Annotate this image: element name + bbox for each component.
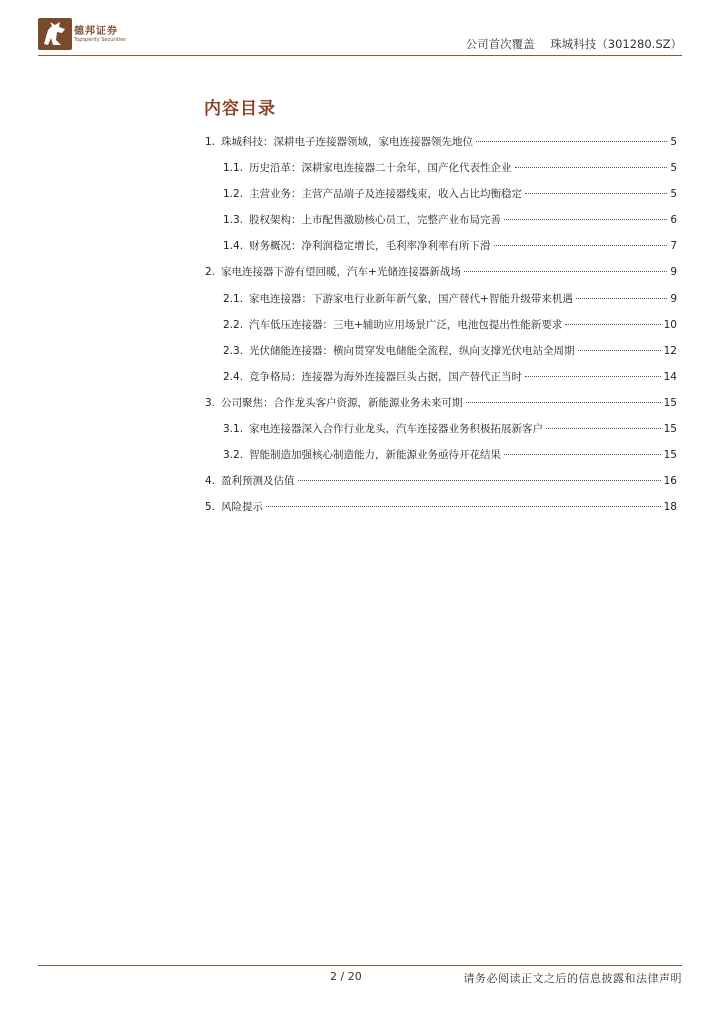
toc-entry-title: 竞争格局：连接器为海外连接器巨头占据，国产替代正当时 bbox=[249, 370, 523, 383]
toc-entry-number: 1.2. bbox=[223, 188, 244, 201]
toc-entry-page: 9 bbox=[670, 266, 677, 279]
toc-entry-title: 汽车低压连接器：三电+辅助应用场景广泛，电池包提出性能新要求 bbox=[249, 318, 563, 331]
toc-entry-title: 家电连接器：下游家电行业新年新气象，国产替代+智能升级带来机遇 bbox=[249, 292, 573, 305]
toc-entry[interactable] bbox=[205, 499, 677, 525]
toc-dot-leader bbox=[565, 324, 660, 325]
toc-entry-page: 14 bbox=[663, 370, 677, 383]
toc-dot-leader bbox=[525, 193, 667, 194]
toc-entry-page: 15 bbox=[663, 423, 677, 436]
logo-cn-text: 德邦证券 bbox=[74, 26, 118, 37]
table-of-contents bbox=[205, 134, 677, 525]
toc-entry-number: 3. bbox=[205, 396, 216, 409]
toc-entry-number: 2.4. bbox=[223, 370, 244, 383]
toc-entry-number: 2.1. bbox=[223, 292, 244, 305]
toc-entry-page: 12 bbox=[663, 344, 677, 357]
toc-entry[interactable] bbox=[205, 473, 677, 499]
toc-entry-number: 3.2. bbox=[223, 449, 244, 462]
toc-entry-number: 2.3. bbox=[223, 344, 244, 357]
toc-entry-number: 1.1. bbox=[223, 162, 244, 175]
toc-dot-leader bbox=[266, 506, 661, 507]
page-indicator: 2 / 20 bbox=[330, 970, 362, 983]
toc-entry[interactable] bbox=[205, 395, 677, 421]
toc-entry-page: 18 bbox=[663, 501, 677, 514]
toc-entry-page: 5 bbox=[670, 188, 677, 201]
report-header bbox=[466, 36, 682, 52]
toc-entry-title: 家电连接器下游有望回暖，汽车+光储连接器新战场 bbox=[221, 266, 461, 279]
toc-entry-page: 10 bbox=[663, 318, 677, 331]
toc-entry[interactable] bbox=[205, 369, 677, 395]
toc-entry[interactable] bbox=[205, 134, 677, 160]
toc-entry-title: 智能制造加强核心制造能力，新能源业务亟待开花结果 bbox=[249, 449, 502, 462]
toc-entry[interactable] bbox=[205, 212, 677, 238]
toc-entry-page: 7 bbox=[670, 240, 677, 253]
toc-entry-number: 2.2. bbox=[223, 318, 244, 331]
footer-disclaimer: 请务必阅读正文之后的信息披露和法律声明 bbox=[463, 972, 682, 985]
toc-entry-title: 珠城科技：深耕电子连接器领域，家电连接器领先地位 bbox=[221, 136, 474, 148]
toc-entry[interactable] bbox=[205, 160, 677, 186]
toc-entry-title: 财务概况：净利润稳定增长，毛利率净利率有所下滑 bbox=[249, 240, 491, 253]
logo-en-text: Topsperity Securities bbox=[74, 37, 126, 43]
report-type: 公司首次覆盖 bbox=[465, 37, 535, 51]
toc-dot-leader bbox=[476, 141, 667, 142]
toc-entry-title: 历史沿革：深耕家电连接器二十余年，国产化代表性企业 bbox=[249, 162, 512, 175]
toc-dot-leader bbox=[504, 219, 667, 220]
toc-dot-leader bbox=[546, 428, 661, 429]
toc-dot-leader bbox=[504, 454, 661, 455]
toc-entry-page: 5 bbox=[670, 162, 677, 175]
toc-entry-number: 4. bbox=[205, 475, 216, 488]
toc-entry-number: 1.4. bbox=[223, 240, 244, 253]
toc-entry-number: 1.3. bbox=[223, 214, 244, 227]
toc-entry-number: 1. bbox=[205, 136, 216, 148]
toc-entry-number: 3.1. bbox=[223, 423, 244, 436]
toc-entry[interactable] bbox=[205, 343, 677, 369]
toc-title: 内容目录 bbox=[204, 99, 276, 119]
footer-divider bbox=[38, 965, 682, 966]
company-name: 珠城科技（301280.SZ） bbox=[550, 37, 682, 51]
toc-entry-page: 16 bbox=[663, 475, 677, 488]
toc-entry-page: 9 bbox=[670, 292, 677, 305]
toc-entry[interactable] bbox=[205, 291, 677, 317]
deer-logo-icon bbox=[38, 18, 72, 50]
toc-entry[interactable] bbox=[205, 264, 677, 290]
toc-entry[interactable] bbox=[205, 238, 677, 264]
toc-entry[interactable] bbox=[205, 317, 677, 343]
toc-dot-leader bbox=[494, 245, 668, 246]
toc-entry-title: 风险提示 bbox=[221, 501, 264, 514]
header-divider bbox=[38, 55, 682, 56]
toc-dot-leader bbox=[525, 376, 661, 377]
toc-entry-page: 6 bbox=[670, 214, 677, 227]
toc-entry-title: 股权架构：上市配售激励核心员工，完整产业布局完善 bbox=[249, 214, 502, 227]
toc-entry-title: 公司聚焦：合作龙头客户资源，新能源业务未来可期 bbox=[221, 396, 463, 409]
toc-entry[interactable] bbox=[205, 186, 677, 212]
toc-dot-leader bbox=[576, 298, 667, 299]
toc-dot-leader bbox=[578, 350, 661, 351]
toc-entry-title: 光伏储能连接器：横向贯穿发电储能全流程，纵向支撑光伏电站全周期 bbox=[249, 344, 575, 357]
toc-entry[interactable] bbox=[205, 447, 677, 473]
toc-entry-page: 5 bbox=[670, 136, 677, 148]
company-logo bbox=[38, 18, 138, 52]
toc-entry-title: 家电连接器深入合作行业龙头，汽车连接器业务积极拓展新客户 bbox=[249, 423, 544, 436]
toc-entry-title: 盈利预测及估值 bbox=[221, 475, 295, 488]
toc-entry-title: 主营业务：主营产品端子及连接器线束，收入占比均衡稳定 bbox=[249, 188, 523, 201]
toc-dot-leader bbox=[464, 271, 667, 272]
toc-entry-number: 2. bbox=[205, 266, 216, 279]
toc-entry-number: 5. bbox=[205, 501, 216, 514]
toc-dot-leader bbox=[466, 402, 661, 403]
toc-dot-leader bbox=[515, 167, 668, 168]
toc-entry-page: 15 bbox=[663, 396, 677, 409]
toc-entry-page: 15 bbox=[663, 449, 677, 462]
toc-dot-leader bbox=[298, 480, 661, 481]
toc-entry[interactable] bbox=[205, 421, 677, 447]
